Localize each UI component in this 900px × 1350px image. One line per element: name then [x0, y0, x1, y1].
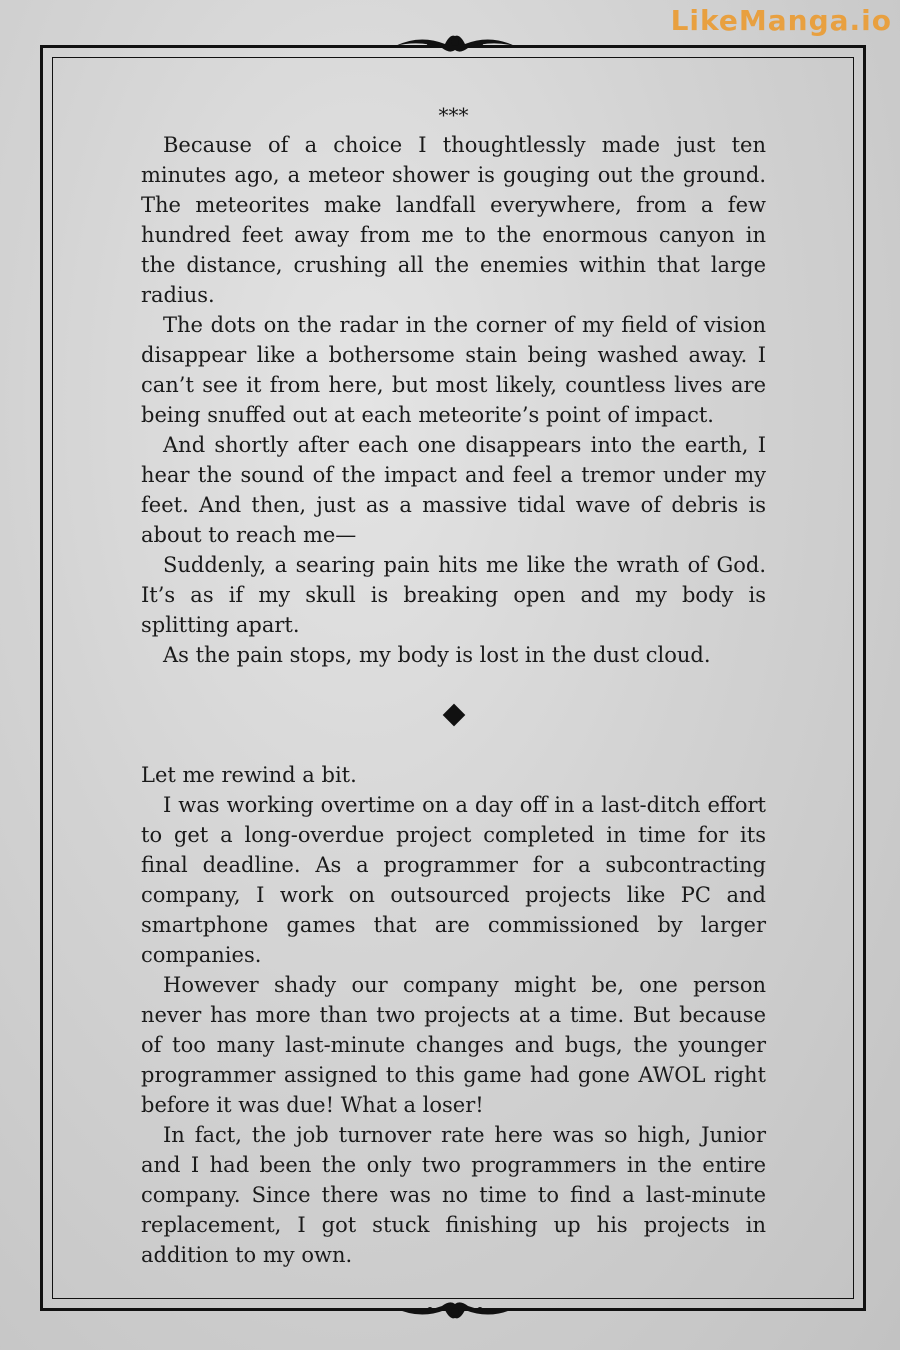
paragraph: And shortly after each one disappears into the earth, I hear the sound of the impact and feel a tremor under my feet. And then, just as a massive tidal wave of debris is about to reach me— [141, 433, 766, 547]
paragraph: Suddenly, a searing pain hits me like the wrath of God. It’s as if my skull is breaking open and my body is splitting apart. [141, 553, 766, 637]
paragraph: In fact, the job turnover rate here was so high, Junior and I had been the only two programmers in the entire company. Since there was no time to find a last-minute replacement, I got stuck finishing up his projects in addition to my own. [141, 1123, 766, 1267]
page-text [141, 100, 766, 1270]
bottom-ornament [390, 1296, 520, 1326]
paragraph: However shady our company might be, one person never has more than two projects at a time. But because of too many last-minute changes and bugs, the younger programmer assigned to this game had gone AWOL right before it was due! What a loser! [141, 973, 766, 1117]
site-watermark: LikeManga.io [670, 4, 892, 37]
paragraph: Because of a choice I thoughtlessly made just ten minutes ago, a meteor shower is gouging out the ground. The meteorites make landfall everywhere, from a few hundred feet away from me to the enormous canyon in the distance, crushing all the enemies within that large radius. [141, 133, 766, 307]
section-divider [141, 670, 766, 760]
scene-break-stars: *** [438, 103, 469, 127]
paragraph: The dots on the radar in the corner of my field of vision disappear like a bothersome stain being washed away. I can’t see it from here, but most likely, countless lives are being snuffed out at each meteorite’s point of impact. [141, 313, 766, 427]
paragraph: As the pain stops, my body is lost in the dust cloud. [163, 643, 711, 667]
diamond-icon [442, 704, 465, 727]
paragraph: Let me rewind a bit. [141, 763, 357, 787]
paragraph: I was working overtime on a day off in a last-ditch effort to get a long-overdue project completed in time for its final deadline. As a programmer for a subcontracting company, I work on outsourced projects like PC and smartphone games that are commissioned by larger companies. [141, 793, 766, 967]
top-ornament [390, 28, 520, 58]
